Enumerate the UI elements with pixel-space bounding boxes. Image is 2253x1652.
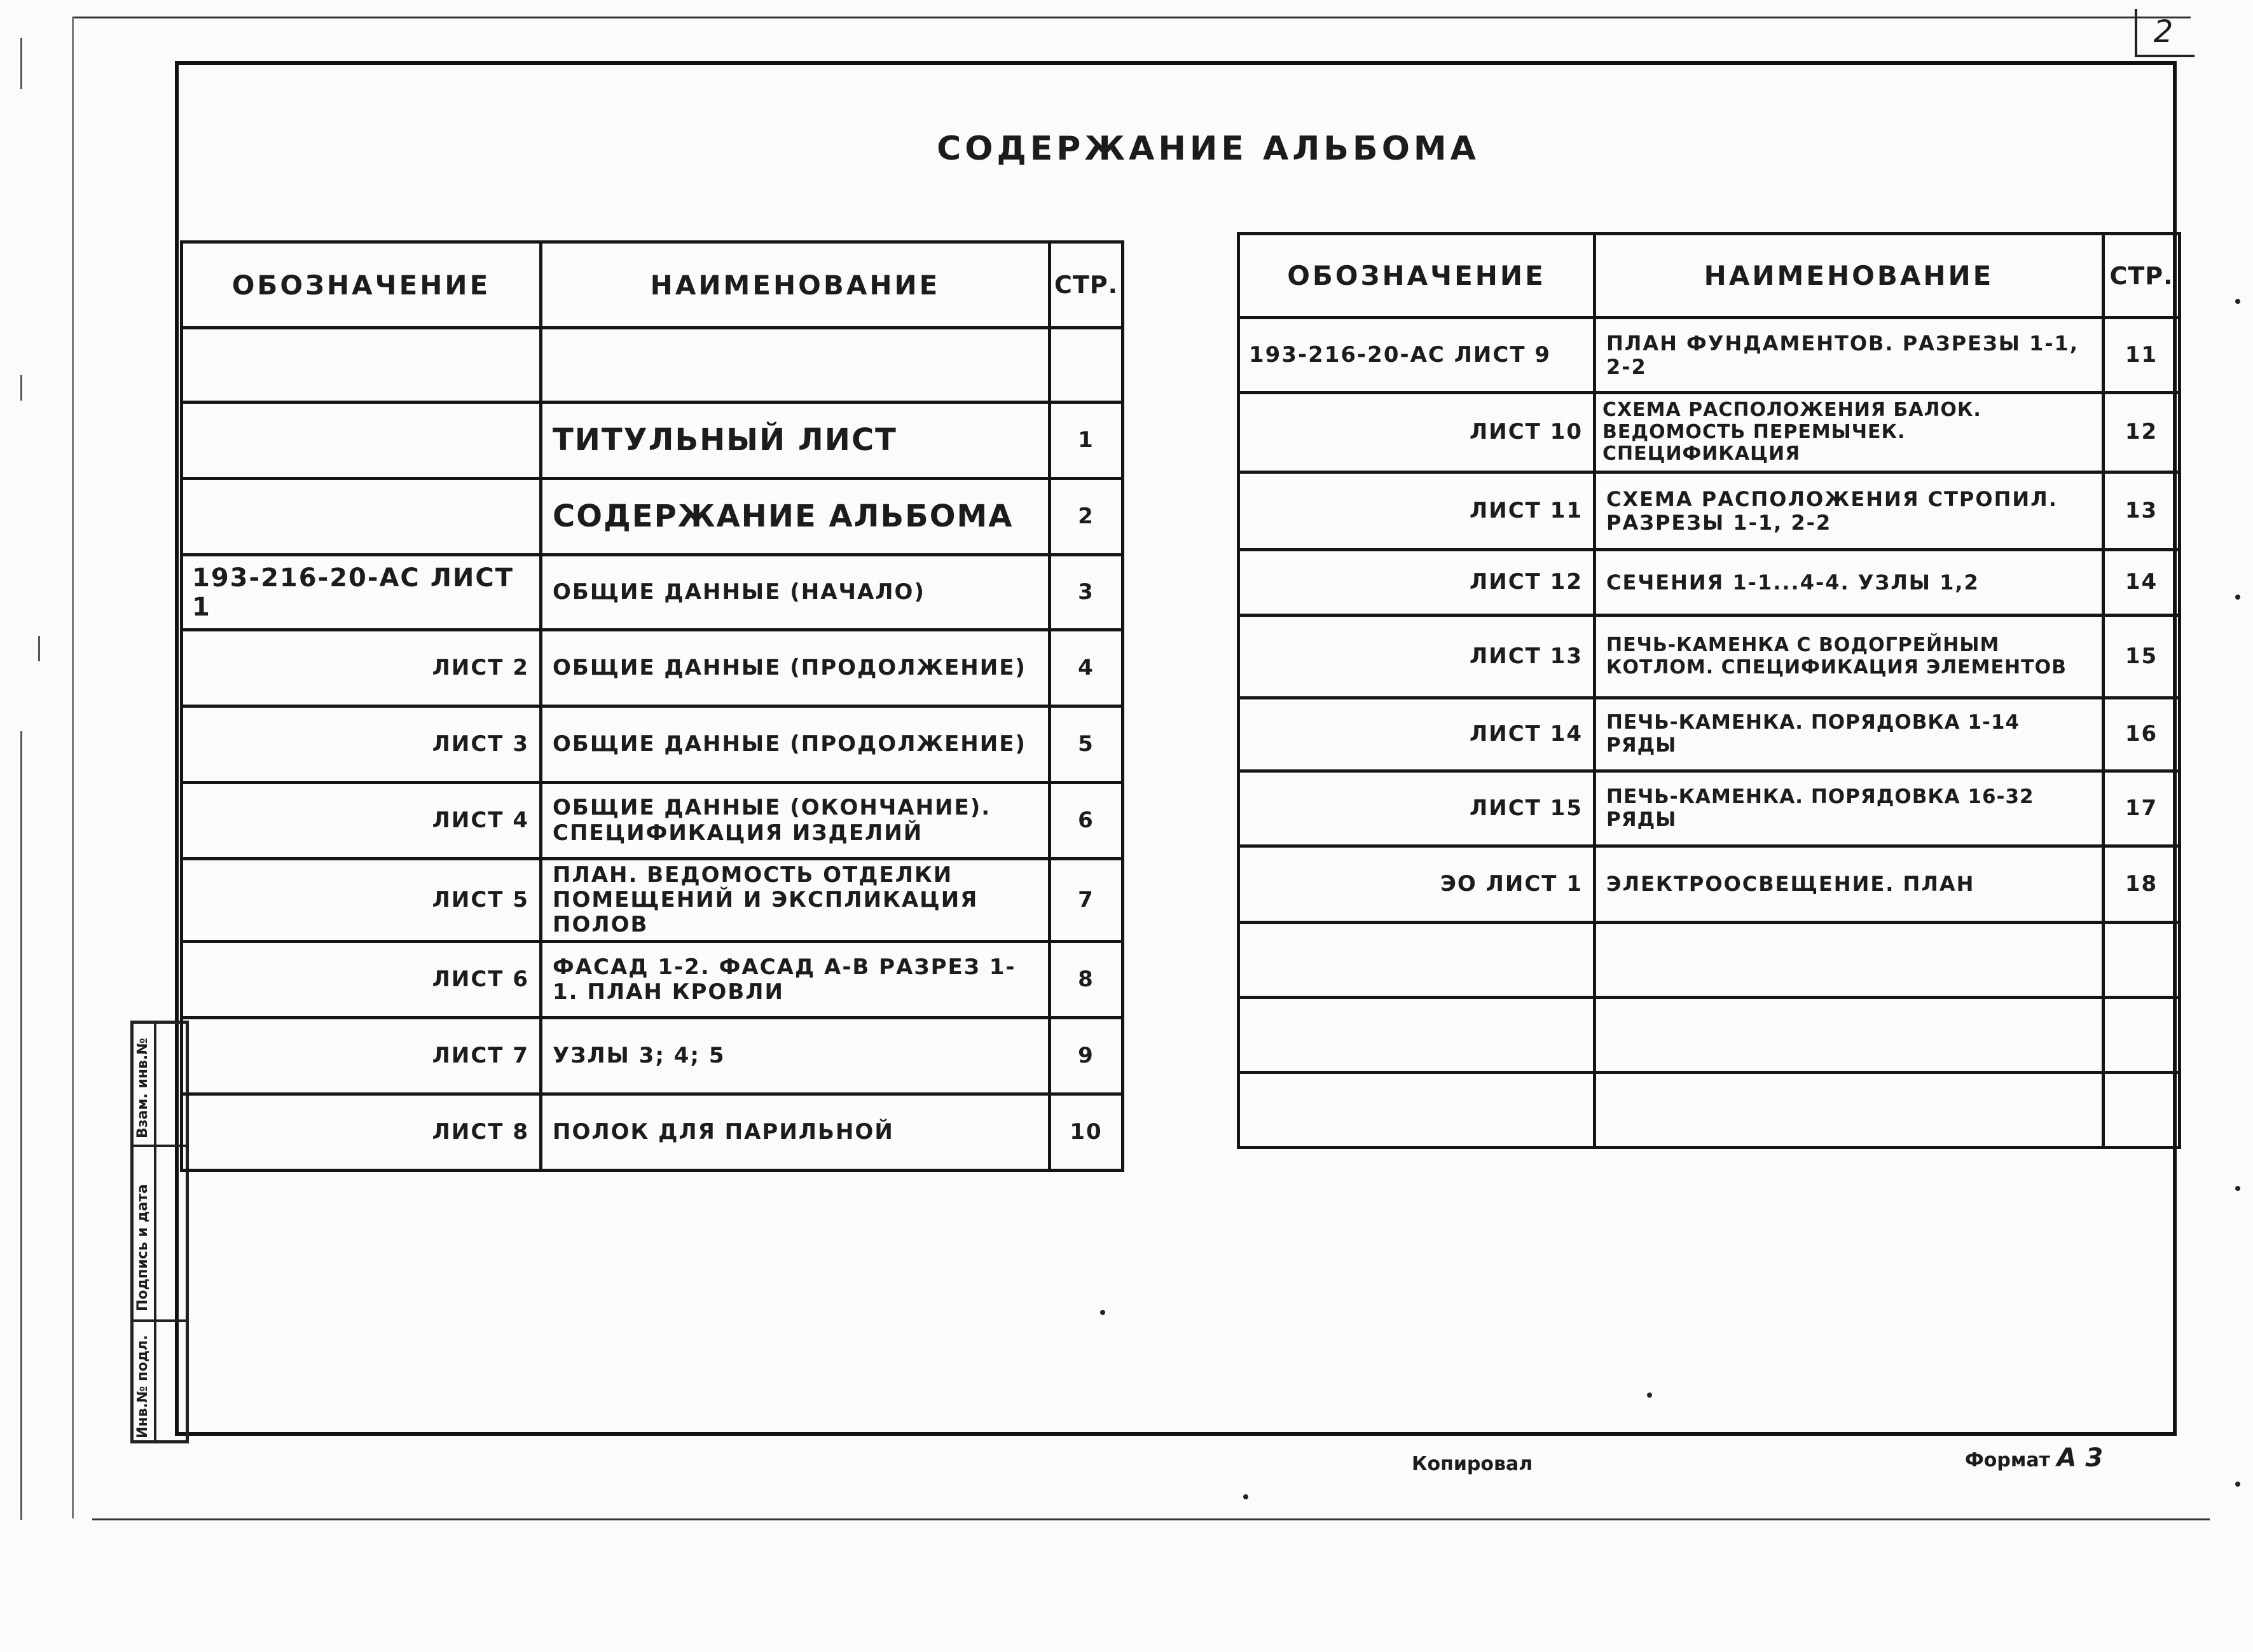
side-stamp-divider xyxy=(154,1021,156,1443)
page-number: 2 xyxy=(2153,14,2174,50)
column-header-code: ОБОЗНАЧЕНИЕ xyxy=(1239,234,1595,318)
row-code xyxy=(182,328,541,403)
row-code: ЛИСТ 11 xyxy=(1239,472,1595,550)
table-row xyxy=(182,630,1123,706)
column-header-name: НАИМЕНОВАНИЕ xyxy=(1595,234,2104,318)
scan-edge-mark xyxy=(20,38,22,89)
row-name: СХЕМА РАСПОЛОЖЕНИЯ БАЛОК. ВЕДОМОСТЬ ПЕРЕМЫЧЕК. СПЕЦИФИКАЦИЯ xyxy=(1595,393,2104,472)
row-page: 14 xyxy=(2104,550,2180,616)
row-name xyxy=(1595,923,2104,998)
row-name: ОБЩИЕ ДАННЫЕ (ПРОДОЛЖЕНИЕ) xyxy=(541,630,1050,706)
row-name: ПЕЧЬ-КАМЕНКА С ВОДОГРЕЙНЫМ КОТЛОМ. СПЕЦИФИКАЦИЯ ЭЛЕМЕНТОВ xyxy=(1595,616,2104,698)
sheet-border-left xyxy=(72,17,74,1518)
row-code: ЛИСТ 10 xyxy=(1239,393,1595,472)
table-row xyxy=(1239,318,2180,393)
row-code: ЛИСТ 4 xyxy=(182,783,541,859)
row-page: 16 xyxy=(2104,698,2180,771)
row-page: 12 xyxy=(2104,393,2180,472)
table-row xyxy=(182,1094,1123,1171)
scan-dot xyxy=(1647,1393,1652,1398)
row-code xyxy=(1239,998,1595,1073)
row-code: ЛИСТ 13 xyxy=(1239,616,1595,698)
stamp-label-original-inv: Инв.№ подл. xyxy=(135,1335,151,1438)
table-row xyxy=(1239,550,2180,616)
row-code xyxy=(182,403,541,479)
left-contents-table xyxy=(180,240,1124,1172)
row-name xyxy=(1595,1073,2104,1148)
row-code: ЛИСТ 2 xyxy=(182,630,541,706)
scan-dot xyxy=(1243,1494,1248,1499)
row-page: 10 xyxy=(1050,1094,1123,1171)
row-page: 8 xyxy=(1050,942,1123,1018)
row-code xyxy=(1239,1073,1595,1148)
table-row xyxy=(182,942,1123,1018)
row-name xyxy=(541,328,1050,403)
row-name: ПОЛОК ДЛЯ ПАРИЛЬНОЙ xyxy=(541,1094,1050,1171)
row-name xyxy=(1595,998,2104,1073)
row-name: ОБЩИЕ ДАННЫЕ (ОКОНЧАНИЕ). СПЕЦИФИКАЦИЯ ИЗДЕЛИЙ xyxy=(541,783,1050,859)
row-code: ЛИСТ 3 xyxy=(182,706,541,783)
row-page: 3 xyxy=(1050,555,1123,630)
scan-dot xyxy=(1100,1310,1105,1315)
footer-format-value: А 3 xyxy=(2057,1443,2104,1473)
table-row xyxy=(1239,698,2180,771)
scan-edge-mark xyxy=(38,636,40,661)
table-row xyxy=(1239,393,2180,472)
row-page xyxy=(2104,923,2180,998)
row-page: 5 xyxy=(1050,706,1123,783)
right-contents-table xyxy=(1237,232,2181,1149)
table-row xyxy=(182,859,1123,942)
row-name: УЗЛЫ 3; 4; 5 xyxy=(541,1018,1050,1094)
row-code: ЛИСТ 7 xyxy=(182,1018,541,1094)
row-name: ПЛАН. ВЕДОМОСТЬ ОТДЕЛКИ ПОМЕЩЕНИЙ И ЭКСПЛИКАЦИЯ ПОЛОВ xyxy=(541,859,1050,942)
row-name: СЕЧЕНИЯ 1-1...4-4. УЗЛЫ 1,2 xyxy=(1595,550,2104,616)
row-code: ЛИСТ 8 xyxy=(182,1094,541,1171)
table-row xyxy=(182,706,1123,783)
scan-dot xyxy=(2235,1186,2240,1191)
row-page: 6 xyxy=(1050,783,1123,859)
row-name: ОБЩИЕ ДАННЫЕ (НАЧАЛО) xyxy=(541,555,1050,630)
table-row xyxy=(1239,616,2180,698)
table-row xyxy=(1239,923,2180,998)
row-code: ЛИСТ 14 xyxy=(1239,698,1595,771)
column-header-page: СТР. xyxy=(1050,242,1123,328)
stamp-label-signature-date: Подпись и дата xyxy=(135,1184,151,1311)
row-page: 11 xyxy=(2104,318,2180,393)
table-row xyxy=(182,479,1123,555)
table-header-row xyxy=(1239,234,2180,318)
scan-edge-mark xyxy=(20,731,22,1520)
row-page xyxy=(2104,998,2180,1073)
row-page: 15 xyxy=(2104,616,2180,698)
row-page: 2 xyxy=(1050,479,1123,555)
table-row xyxy=(182,1018,1123,1094)
column-header-page: СТР. xyxy=(2104,234,2180,318)
row-name: ТИТУЛЬНЫЙ ЛИСТ xyxy=(541,403,1050,479)
row-name: СХЕМА РАСПОЛОЖЕНИЯ СТРОПИЛ. РАЗРЕЗЫ 1-1, 2-2 xyxy=(1595,472,2104,550)
table-row xyxy=(1239,846,2180,923)
page-title: СОДЕРЖАНИЕ АЛЬБОМА xyxy=(937,130,1480,168)
row-name: ОБЩИЕ ДАННЫЕ (ПРОДОЛЖЕНИЕ) xyxy=(541,706,1050,783)
sheet-border-bottom xyxy=(92,1518,2210,1520)
row-code: ЛИСТ 6 xyxy=(182,942,541,1018)
row-name: СОДЕРЖАНИЕ АЛЬБОМА xyxy=(541,479,1050,555)
row-code: ЛИСТ 5 xyxy=(182,859,541,942)
row-name: ПЕЧЬ-КАМЕНКА. ПОРЯДОВКА 16-32 РЯДЫ xyxy=(1595,771,2104,846)
sheet-border-top xyxy=(73,17,2191,18)
table-row xyxy=(1239,1073,2180,1148)
row-page: 13 xyxy=(2104,472,2180,550)
scan-dot xyxy=(2235,1482,2240,1487)
row-code: 193-216-20-АС ЛИСТ 9 xyxy=(1239,318,1595,393)
row-code: 193-216-20-АС ЛИСТ 1 xyxy=(182,555,541,630)
table-row xyxy=(1239,998,2180,1073)
row-code xyxy=(182,479,541,555)
row-name: ПЕЧЬ-КАМЕНКА. ПОРЯДОВКА 1-14 РЯДЫ xyxy=(1595,698,2104,771)
footer-copied-label: Копировал xyxy=(1412,1453,1533,1475)
footer-format-label: Формат xyxy=(1965,1449,2050,1471)
scan-dot xyxy=(2235,299,2240,304)
scan-dot xyxy=(2235,595,2240,600)
table-row xyxy=(1239,472,2180,550)
row-code: ЭО ЛИСТ 1 xyxy=(1239,846,1595,923)
row-page: 17 xyxy=(2104,771,2180,846)
column-header-code: ОБОЗНАЧЕНИЕ xyxy=(182,242,541,328)
row-page: 1 xyxy=(1050,403,1123,479)
table-row xyxy=(1239,771,2180,846)
stamp-label-replaced-inv: Взам. инв.№ xyxy=(135,1038,151,1138)
table-row xyxy=(182,403,1123,479)
row-page xyxy=(1050,328,1123,403)
table-row xyxy=(182,783,1123,859)
table-row xyxy=(182,555,1123,630)
scan-edge-mark xyxy=(20,375,22,401)
row-name: ПЛАН ФУНДАМЕНТОВ. РАЗРЕЗЫ 1-1, 2-2 xyxy=(1595,318,2104,393)
row-page xyxy=(2104,1073,2180,1148)
row-page: 9 xyxy=(1050,1018,1123,1094)
row-code: ЛИСТ 12 xyxy=(1239,550,1595,616)
row-page: 4 xyxy=(1050,630,1123,706)
row-name: ФАСАД 1-2. ФАСАД А-В РАЗРЕЗ 1-1. ПЛАН КРОВЛИ xyxy=(541,942,1050,1018)
table-row xyxy=(182,328,1123,403)
table-header-row xyxy=(182,242,1123,328)
row-name: ЭЛЕКТРООСВЕЩЕНИЕ. ПЛАН xyxy=(1595,846,2104,923)
row-code: ЛИСТ 15 xyxy=(1239,771,1595,846)
row-page: 7 xyxy=(1050,859,1123,942)
footer-format xyxy=(1965,1443,2103,1473)
side-stamp-line xyxy=(130,1319,189,1322)
row-page: 18 xyxy=(2104,846,2180,923)
row-code xyxy=(1239,923,1595,998)
column-header-name: НАИМЕНОВАНИЕ xyxy=(541,242,1050,328)
